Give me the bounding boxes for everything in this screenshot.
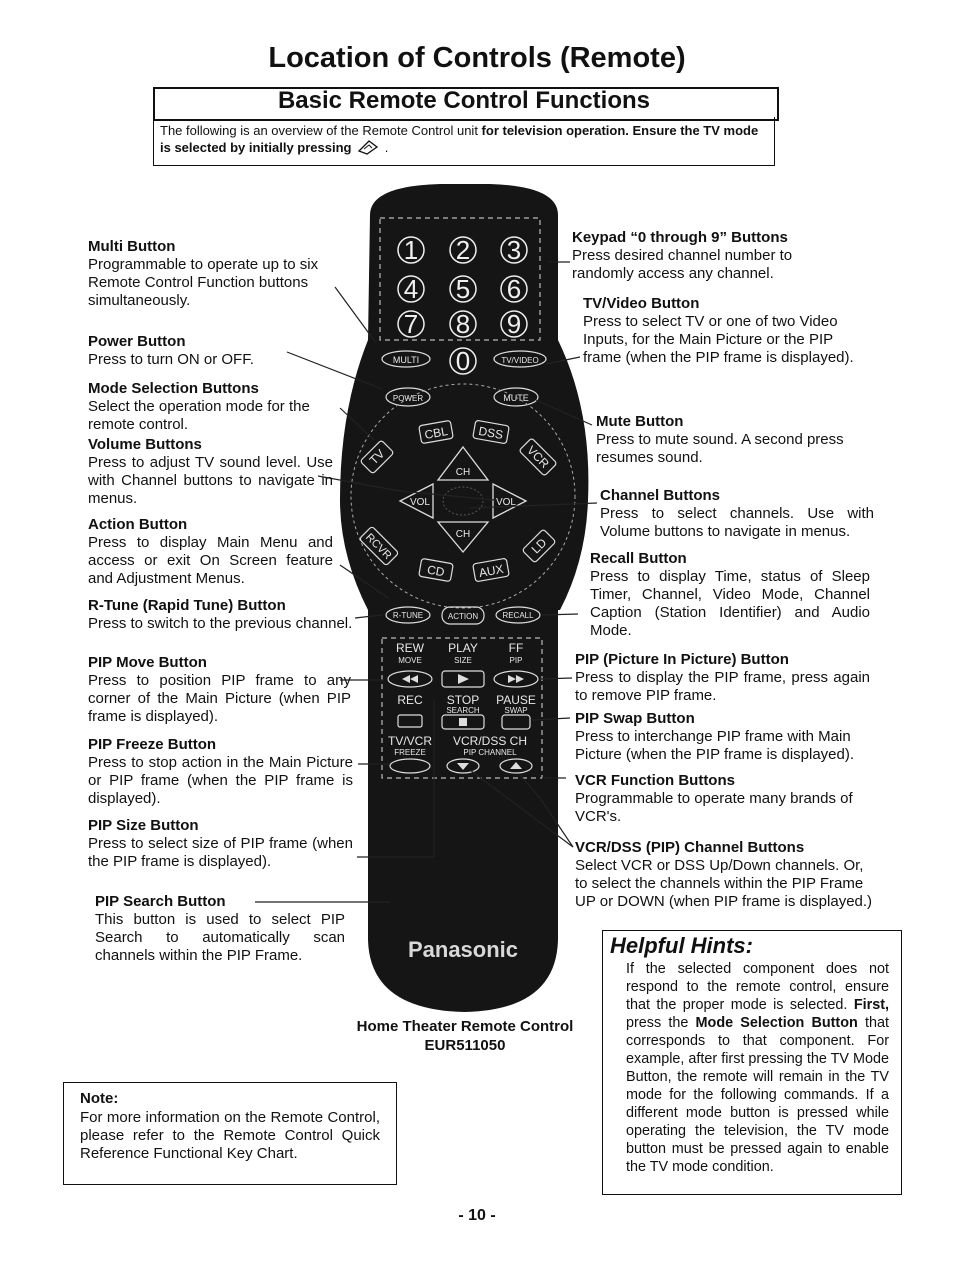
swap-label: SWAP [504, 706, 528, 715]
hints-mode-button: Mode Selection Button [695, 1015, 858, 1031]
keypad-desc: Press desired channel number to randomly access any channel. [572, 247, 793, 282]
keypad-digit-7: 7 [403, 309, 419, 339]
intro-bold: for television operation. Ensure the TV mode is selected by initially pressing [160, 123, 759, 155]
rcvr-mode-label: RCVR [363, 531, 394, 562]
vcr-mode-button-label: VCR [524, 443, 552, 471]
rtune-button-label: R-TUNE [392, 611, 424, 620]
page-number: - 10 - [458, 1207, 496, 1224]
remote-model-number: EUR511050 [424, 1037, 506, 1054]
mute-button-label: MUTE [503, 393, 529, 403]
pip-button-desc: Press to display the PIP frame, press again to remove PIP frame. [575, 669, 870, 704]
pip-search-title: PIP Search Button [95, 893, 226, 910]
recall-button-desc: Press to display Time, status of Sleep Timer, Channel, Video Mode, Channel Caption (Station Identifier) and Audio Mode. [590, 568, 870, 639]
remote-caption [340, 1017, 590, 1055]
keypad-digit-5: 5 [455, 274, 471, 304]
helpful-hints-text [626, 960, 889, 1176]
vcr-function-desc: Programmable to operate many brands of VCR's. [575, 790, 853, 825]
rec-label: REC [397, 693, 423, 707]
channel-up-label: CH [455, 467, 471, 478]
tv-video-button-label: TV/VIDEO [501, 356, 539, 365]
hints-part1: If the selected component does not respond to the remote control, ensure that the proper mode is selected. [626, 961, 889, 1013]
volume-up-label: VOL [495, 497, 517, 508]
dss-button-label: DSS [477, 423, 505, 443]
play-label: PLAY [448, 641, 478, 655]
keypad-digit-3: 3 [506, 235, 522, 265]
pip-freeze-desc: Press to stop action in the Main Picture or PIP frame (when the PIP frame is displayed). [88, 754, 353, 807]
pip-button-title: PIP (Picture In Picture) Button [575, 651, 789, 668]
volume-down-label: VOL [409, 497, 431, 508]
action-button-title: Action Button [88, 516, 188, 533]
volume-buttons-title: Volume Buttons [88, 436, 202, 453]
mode-selection-desc: Select the operation mode for the remote control. [88, 398, 310, 433]
action-button-desc: Press to display Main Menu and access or exit On Screen feature and Adjustment Menus. [88, 534, 333, 587]
recall-button-label: RECALL [502, 611, 534, 620]
multi-button-desc: Programmable to operate up to six Remote Control Function buttons simultaneously. [88, 256, 319, 309]
tv-video-desc: Press to select TV or one of two Video Inputs, for the Main Picture or the PIP frame (when the PIP frame is displayed). [583, 313, 854, 366]
pip-move-desc: Press to position PIP frame to any corner of the Main Picture (when PIP frame is displayed). [88, 672, 351, 725]
tv-mode-button-label: TV [366, 446, 388, 468]
vcrdss-channel-desc: Select VCR or DSS Up/Down channels. Or, to select the channels within the PIP Frame UP or DOWN (when PIP frame is displayed.) [575, 857, 873, 910]
rew-label: REW [396, 641, 424, 655]
section-title: Basic Remote Control Functions [277, 87, 651, 114]
keypad-digit-6: 6 [506, 274, 522, 304]
pip-freeze-title: PIP Freeze Button [88, 736, 217, 753]
search-label: SEARCH [446, 706, 480, 715]
keypad-digit-2: 2 [455, 235, 471, 265]
vcrdss-ch-label: VCR/DSS CH [452, 734, 528, 748]
move-label: MOVE [398, 656, 422, 665]
aux-mode-label: AUX [477, 561, 505, 581]
ld-mode-label: LD [528, 535, 550, 557]
brand-logo: Panasonic [407, 937, 519, 962]
pip-channel-label: PIP CHANNEL [463, 748, 517, 757]
remote-caption-line1: Home Theater Remote Control [356, 1018, 574, 1035]
pip-swap-title: PIP Swap Button [575, 710, 695, 727]
page-title: Location of Controls (Remote) [268, 42, 686, 74]
recall-button-title: Recall Button [590, 550, 687, 567]
stop-label: STOP [446, 693, 480, 707]
keypad-digit-8: 8 [455, 309, 471, 339]
hints-part2: press the [626, 1015, 696, 1031]
freeze-label: FREEZE [394, 748, 426, 757]
ff-label: FF [508, 641, 524, 655]
pip-move-title: PIP Move Button [88, 654, 207, 671]
pause-label: PAUSE [496, 693, 536, 707]
mode-selection-title: Mode Selection Buttons [88, 380, 259, 397]
keypad-digit-4: 4 [403, 274, 419, 304]
power-button-label: POWER [392, 394, 424, 403]
mute-button-title: Mute Button [596, 413, 684, 430]
volume-buttons-desc: Press to adjust TV sound level. Use with Channel buttons to navigate in menus. [88, 454, 333, 507]
size-label: SIZE [454, 656, 472, 665]
keypad-digit-0: 0 [455, 346, 471, 376]
pip-size-title: PIP Size Button [88, 817, 199, 834]
hints-part3: that corresponds to that component. For example, after first pressing the TV Mode Button, the remote will remain in the TV mode for the following commands. If a different mode button is pressed while operating the television, the TV mode button must be pressed again to enable the TV mode condition. [626, 1015, 889, 1175]
intro-normal: The following is an overview of the Remote Control unit [160, 123, 482, 138]
helpful-hints-title: Helpful Hints: [610, 933, 753, 958]
rtune-button-desc: Press to switch to the previous channel. [88, 615, 353, 632]
stop-icon [459, 718, 467, 726]
rtune-button-title: R-Tune (Rapid Tune) Button [88, 597, 286, 614]
channel-buttons-desc: Press to select channels. Use with Volume buttons to navigate in menus. [600, 505, 874, 540]
power-button-desc: Press to turn ON or OFF. [88, 351, 254, 368]
multi-button-label: MULTI [392, 355, 420, 365]
vcr-function-title: VCR Function Buttons [575, 772, 735, 789]
cbl-button-label: CBL [423, 424, 449, 442]
multi-button-title: Multi Button [88, 238, 176, 255]
power-button-title: Power Button [88, 333, 186, 350]
channel-buttons-title: Channel Buttons [600, 487, 720, 504]
hints-first: First, [853, 997, 889, 1013]
keypad-title: Keypad “0 through 9” Buttons [572, 229, 788, 246]
pip-label: PIP [509, 656, 523, 665]
channel-down-label: CH [455, 529, 471, 540]
keypad-digit-9: 9 [506, 309, 522, 339]
cd-mode-label: CD [426, 562, 446, 580]
keypad-digit-1: 1 [403, 235, 419, 265]
tvvcr-label: TV/VCR [387, 734, 433, 748]
vcrdss-channel-title: VCR/DSS (PIP) Channel Buttons [575, 839, 805, 856]
pip-swap-desc: Press to interchange PIP frame with Main Picture (when the PIP frame is displayed). [575, 728, 855, 763]
mute-button-desc: Press to mute sound. A second press resumes sound. [596, 431, 844, 466]
note-title: Note: [80, 1090, 119, 1107]
pip-search-desc: This button is used to select PIP Search to automatically scan channels within the PIP Frame. [95, 911, 345, 964]
pip-size-desc: Press to select size of PIP frame (when the PIP frame is displayed). [88, 835, 353, 870]
intro-end: . [384, 140, 389, 155]
action-button-label: ACTION [447, 612, 479, 621]
tv-video-title: TV/Video Button [583, 295, 700, 312]
note-text: For more information on the Remote Control, please refer to the Remote Control Quick Reference Functional Key Chart. [80, 1109, 380, 1162]
